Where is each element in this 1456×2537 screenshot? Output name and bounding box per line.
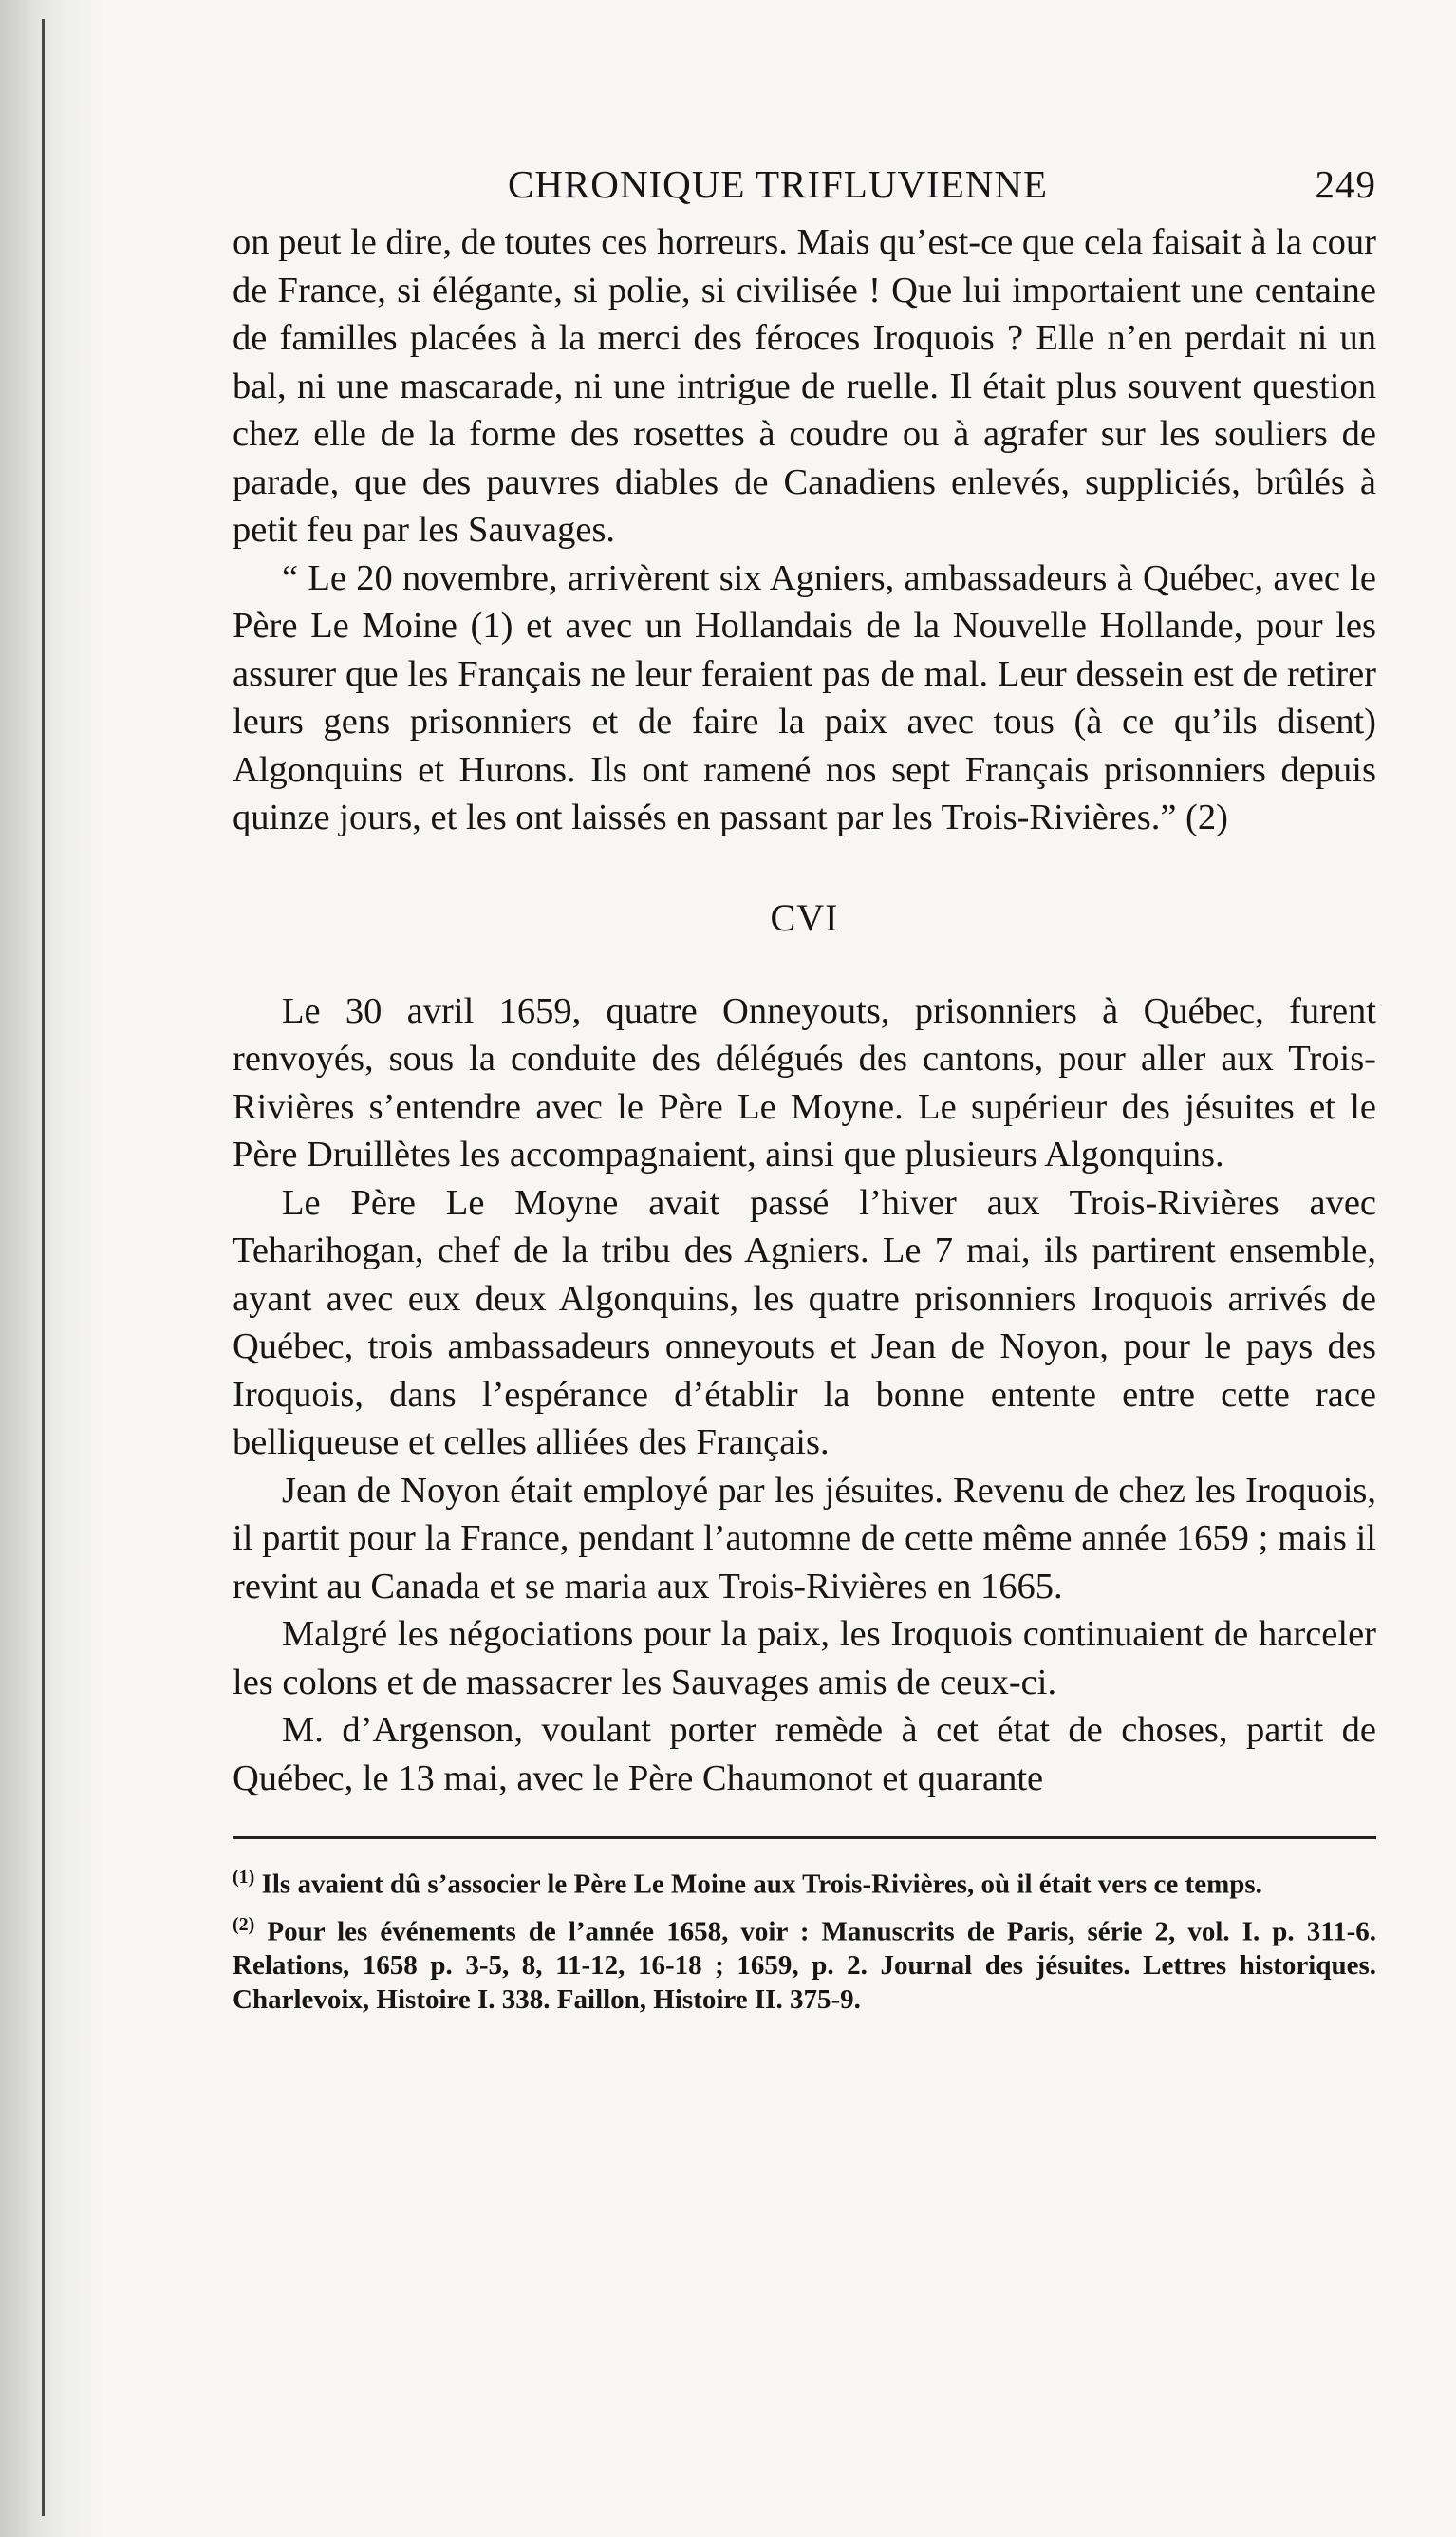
paragraph: on peut le dire, de toutes ces horreurs. Mais qu’est-ce que cela faisait à la cour de France, si élégante, si polie, si civilisée ! Que lui importaient une centaine de familles placées à la merci des féroces Iroquois ? Elle n’en perdait ni un bal, ni une mascarade, ni une intrigue de ruelle. Il était plus souvent question chez elle de la forme des rosettes à coudre ou à agrafer sur les souliers de parade, que des pauvres diables de Canadiens enlevés, suppliciés, brûlés à petit feu par les Sauvages.: [233, 222, 1376, 550]
footnotes: [233, 1860, 1376, 2017]
running-head: [233, 161, 1376, 218]
footnote-marker: (1): [233, 1867, 255, 1888]
body-text-after: [233, 987, 1376, 1803]
page-number: 249: [1315, 162, 1376, 206]
footnote-text: Pour les événements de l’année 1658, voir : Manuscrits de Paris, série 2, vol. I. p. 311-6. Relations, 1658 p. 3-5, 8, 11-12, 16-18 ; 1659, p. 2. Journal des jésuites. Lettres historiques. Charlevoix, Histoire I. 338. Faillon, Histoire II. 375-9.: [233, 1916, 1377, 2016]
paragraph: Le Père Le Moyne avait passé l’hiver aux Trois-Rivières avec Teharihogan, chef de la tribu des Agniers. Le 7 mai, ils partirent ensemble, ayant avec eux deux Algonquins, les quatre prisonniers Iroquois arrivés de Québec, trois ambassadeurs onneyouts et Jean de Noyon, pour le pays des Iroquois, dans l’espérance d’établir la bonne entente entre cette race belliqueuse et celles alliées des Français.: [233, 1182, 1376, 1462]
paragraph: M. d’Argenson, voulant porter remède à cet état de choses, partit de Québec, le 13 mai, avec le Père Chaumonot et quarante: [233, 1710, 1376, 1798]
body-text-before: [233, 218, 1376, 842]
footnote-text: Ils avaient dû s’associer le Père Le Moine aux Trois-Rivières, où il était vers ce temps.: [261, 1869, 1262, 1900]
paragraph: Le 30 avril 1659, quatre Onneyouts, prisonniers à Québec, furent renvoyés, sous la conduite des délégués des cantons, pour aller aux Trois-Rivières s’entendre avec le Père Le Moyne. Le supérieur des jésuites et le Père Druillètes les accompagnaient, ainsi que plusieurs Algonquins.: [233, 990, 1376, 1175]
footnote: [233, 1907, 1376, 2018]
page-binding-edge: [0, 0, 104, 2537]
footnote-divider: [233, 1836, 1376, 1839]
paragraph: Malgré les négociations pour la paix, les Iroquois continuaient de harceler les colons et de massacrer les Sauvages amis de ceux-ci.: [233, 1614, 1376, 1702]
section-heading: CVI: [770, 895, 839, 939]
footnote: [233, 1860, 1376, 1902]
footnote-marker: (2): [233, 1913, 255, 1935]
book-page: [233, 161, 1376, 2017]
paragraph: “ Le 20 novembre, arrivèrent six Agniers, ambassadeurs à Québec, avec le Père Le Moine (1) et avec un Hollandais de la Nouvelle Hollande, pour les assurer que les Français ne leur feraient pas de mal. Leur dessein est de retirer leurs gens prisonniers et de faire la paix avec tous (à ce qu’ils disent) Algonquins et Hurons. Ils ont ramené nos sept Français prisonniers depuis quinze jours, et les ont laissés en passant par les Trois-Rivières.” (2): [233, 557, 1376, 837]
paragraph: Jean de Noyon était employé par les jésuites. Revenu de chez les Iroquois, il partit pour la France, pendant l’automne de cette même année 1659 ; mais il revint au Canada et se maria aux Trois-Rivières en 1665.: [233, 1470, 1376, 1607]
running-head-title: CHRONIQUE TRIFLUVIENNE: [508, 162, 1049, 206]
